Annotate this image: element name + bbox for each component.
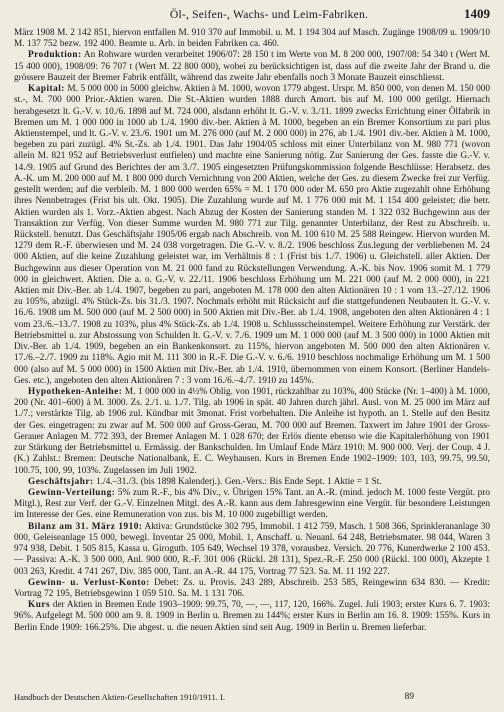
paragraph-kapital: Kapital: M. 5 000 000 in 5000 gleichw. Aktien à M. 1000, wovon 1779 abgest. Urspr. M. 850 000, von denen M. 150 000 st.-, M. 700 000 Prior.-Aktien waren. Die St.-Aktien wurden 1888 durch Amort. bis auf M. 100 000 getilgt. Hiernach herabgesetzt lt. G.-V. v. 10./6. 1898 auf M. 724 000, alsdann erhöht lt. G.-V. v. 3./11. 1899 zwecks Errichtung einer Ölfabrik in Bremen um M. 1 000 000 in 1000 ab 1./4. 1900 div.-ber. Aktien à M. 1000, begeben an ein Bremer Konsortium zu pari plus Aktienstempel, und lt. G.-V. v. 23./6. 1901 um M. 276 000 (auf M. 2 000 000) in 276, ab 1./4. 1901 div.-ber. Aktien à M. 1000, begeben zu pari zuzügl. 4% St.-Zs. ab 1./4. 1901. Das Jahr 1904/05 schloss mit einer Unterbilanz von M. 980 771 (wovon allein M. 821 952 auf Betriebsverlust entfielen) und machte eine Sanierung nötig. Zur Sanierung der Ges. fasste die G.-V. v. 14./9. 1905 auf Grund des Berichtes der am 3./7. 1905 eingesetzten Prüfungskommission folgende Beschlüsse: Herabsetz. des A.-K. um M. 200 000 auf M. 1 800 000 durch Vernichtung von 200 Aktien, welche der Ges. zu diesem Zwecke frei zur Verfüg. gestellt werden; auf die verbleib. M. 1 800 000 werden 65% = M. 1 170 000 oder M. 650 pro Aktie zugezahlt ohne Erhöhung ihres Nennbetrages (Frist bis ult. Okt. 1905). Die Zuzahlung wurde auf M. 1 776 000 mit M. 1 154 400 geleistet; die betr. Aktien wurden als 1. Vorz.-Aktien abgest. Nach Abzug der Kosten der Sanierung standen M. 1 322 032 Buchgewinn aus der Transaktion zur Verfüg. Von dieser Summe wurden M. 980 771 zur Tilg. genannter Unterbilanz, der Rest zu Abschreib. u. Rückstell. benutzt. Das Geschäftsjahr 1905/06 ergab nach Abschreib. von M. 100 610 M. 25 588 Reingew. Hiervon wurden M. 1279 dem R.-F. überwiesen und M. 24 038 vorgetragen. Die G.-V. v. 8./2. 1906 beschloss Zus.legung der verbliebenen M. 24 000 Aktien, auf die keine Zuzahlung geleistet war, im Verhältnis 8 : 1 (Frist bis 1./7. 1906) u. Gleichstell. aller Aktien. Der Buchgewinn aus dieser Operation von M. 21 000 fand zu Rückstellungen Verwendung. A.-K. bis Nov. 1906 somit M. 1 779 000 in gleichwert. Aktien. Die a. o. G.-V. v. 22./11. 1906 beschloss Erhöhung um M. 221 000 (auf M. 2 000 000), in 221 Aktien mit Div.-Ber. ab 1./4. 1907, begeben zu pari, angeboten M. 178 000 den alten Aktionären 10 : 1 vom 13.–27./12. 1906 zu 105%, abzügl. 4% Stück-Zs. bis 31./3. 1907. Nochmals erhöht mit Rücksicht auf die stattgefundenen Neubauten lt. G.-V. v. 16./6. 1908 um M. 500 000 (auf M. 2 500 000) in 500 Aktien mit Div.-Ber. ab 1./4. 1908, angeboten den alten Aktionären 4 : 1 vom 23./6.–13./7. 1908 zu 103%, plus 4% Stück-Zs. ab 1./4. 1908 u. Schlussscheinstempel. Weitere Erhöhung zur Verstärk. der Betriebsmittel u. zur Abstossung von Schulden lt. G.-V. v. 7./6. 1909 um M. 1 000 000 (auf M. 3 500 000) in 1000 Aktien mit Div.-Ber. ab 1./4. 1909, begeben an ein Bankenkonsort. zu 115%, hiervon angeboten M. 500 000 den alten Aktionären v. 17./6.–2./7. 1909 zu 118%. Agio mit M. 111 300 in R.-F. Die G.-V. v. 6./6. 1910 beschloss nochmalige Erhöhung um M. 1 500 000 (also auf M. 5 000 000) in 1500 Aktien mit Div.-Ber. ab 1./4. 1910, übernommen von einem Konsort. (Berliner Handels-Ges. etc.), angeboten den alten Aktionären 7 : 3 vom 16./6.–4./7. 1910 zu 145%. [14, 84, 490, 386]
section-heading: Geschäftsjahr: [28, 476, 94, 487]
paragraph-kurs: Kurs der Aktien in Bremen Ende 1903–1909: 99.75, 70, —, —, 117, 120, 166%. Zugel. Juli 1903; erster Kurs 6. 7. 1903: 96%. Aufgelegt M. 500 000 am 9. 8. 1909 in Berlin u. Bremen zu 144%; erster Kurs in Berlin am 16. 8. 1909: 155%. Kurs in Berlin Ende 1909: 166.25%. Die abgest. u. die neuen Aktien sind seit Aug. 1909 in Berlin u. Bremen lieferbar. [14, 600, 491, 633]
section-heading: Gewinn-Verteilung: [28, 487, 116, 498]
section-heading: Kurs [28, 600, 51, 611]
page-header [14, 6, 490, 28]
paragraph-geschaeftsjahr: Geschäftsjahr: 1./4.–31./3. (bis 1898 Kalenderj.). Gen.-Vers.: Bis Ende Sept. 1 Aktie = 1 St. [28, 476, 382, 487]
section-heading: Bilanz am 31. März 1910: [28, 521, 143, 532]
section-heading: Produktion: [28, 50, 82, 61]
footer-source: Handbuch der Deutschen Aktien-Gesellschaften 1910/1911. I. [14, 692, 225, 702]
section-heading: Gewinn- u. Verlust-Konto: [28, 577, 150, 588]
paragraph-gewinn-verteilung: Gewinn-Verteilung: 5% zum R.-F., bis 4% Div., v. Übrigen 15% Tant. an A.-R. (mind. jedoch M. 1000 feste Vergüt. pro Mitgl.), Rest zur Verf. der G.-V. Einzelnen Mitgl. des A.-R. kann aus dem Jahresgewinn eine Vergüt. für besondere Leistungen im Interesse der Ges. eine Remuneration von zus. bis M. 10 000 zugebilligt werden. [14, 487, 490, 521]
section-heading: Kapital: [28, 84, 65, 95]
article-body [14, 28, 490, 634]
printer-signature: 89 [404, 692, 414, 702]
paragraph-hypotheken-anleihe: Hypotheken-Anleihe: M. 1 000 000 in 4½% Oblig. von 1901, rückzahlbar zu 103%, 400 Stücke (Nr. 1–400) à M. 1000, 200 (Nr. 401–600) à M. 3000. Zs. 2./1. u. 1./7. Tilg. ab 1906 in spät. 40 Jahren durch jährl. Ausl. von M. 25 000 im März auf 1./7.; verstärkte Tilg. ab 1906 zul. Kündbar mit 3monat. Frist vorbehalten. Die Anleihe ist hypoth. an 1. Stelle auf den Besitz der Ges. eingetragen: zu zwar auf M. 500 000 auf Gross-Gerau, M. 700 000 auf Bremen. Taxwert im Jahre 1901 der Gross-Gerauer Anlagen M. 772 393, der Bremer Anlagen M. 1 028 670; der Erlös diente ebenso wie die Kapitalerhöhung von 1901 zur Stärkung der Betriebsmittel u. Ermässig. der Bankschulden. Im Umlauf Ende März 1910: M. 900 000. Verj. der Coup. 4 J. (K.) Zahlst.: Bremen: Deutsche Nationalbank, E. C. Weyhausen. Kurs in Bremen Ende 1902–1909: 103, 103, 99.75, 99.50, 100.75, 100, 99, 103%. Zugelassen im Juli 1902. [14, 387, 490, 476]
page-number: 1409 [464, 6, 490, 21]
page-footer [14, 692, 490, 702]
paragraph-bilanz: Bilanz am 31. März 1910: Aktiva: Grundstücke 302 795, Immobil. 1 412 759, Masch. 1 508 366, Sprinklerananlage 30 000, Geleiseanlage 15 000, bewegl. Inventar 25 000, Mobil. 1, Anschaff. u. Neuanl. 64 248, Betriebsmater. 98 044, Waren 3 974 938, Debit. 1 505 815, Kassa u. Girogutb. 105 649, Wechsel 19 378, vorausbez. Versich. 20 776, Kunerdwerke 2 100 453. — Passiva: A.-K. 3 500 000, Anl. 900 000, R.-F. 301 006 (Rückl. 28 131), Spez.-R.-F. 250 000 (Rückl. 100 000), Akzepte 1 003 263, Kredit. 4 741 267, Div. 385 000, Tant. an A.-R. 44 175, Vortrag 77 523. Sa. M. 11 192 227. [14, 521, 490, 577]
paragraph-gewinn-verlust-konto: Gewinn- u. Verlust-Konto: Debet: Zs. u. Provis. 243 289, Abschreib. 253 585, Reingewinn 634 830. — Kredit: Vortrag 72 195, Betriebsgewinn 1 059 510. Sa. M. 1 131 706. [14, 577, 490, 599]
section-heading: Hypotheken-Anleihe: [28, 387, 123, 397]
paragraph-produktion: Produktion: An Rohware wurden verarbeitet 1906/07: 28 150 t im Werte von M. 8 200 000, 1907/08: 54 340 t (Wert M. 15 400 000), 1908/09: 76 707 t (Wert M. 22 800 000), wobei zu berücksichtigen ist, dass auf die zweite Jahr der Brand u. die grössere Bauzeit der Bremer Fabrik entfällt, während das zweite Jahr ebenfalls noch 3 Monate Bauzeit einschliesst. [14, 50, 490, 83]
running-head: Öl-, Seifen-, Wachs- und Leim-Fabriken. [169, 8, 369, 21]
paragraph-intro: März 1908 M. 2 142 851, hiervon entfallen M. 910 370 auf Immobil. u. M. 1 194 304 auf Masch. Zugänge 1908/09 u. 1909/10 M. 137 752 bezw. 192 400. Beamte u. Arb. in beiden Fabriken ca. 460. [14, 28, 490, 50]
